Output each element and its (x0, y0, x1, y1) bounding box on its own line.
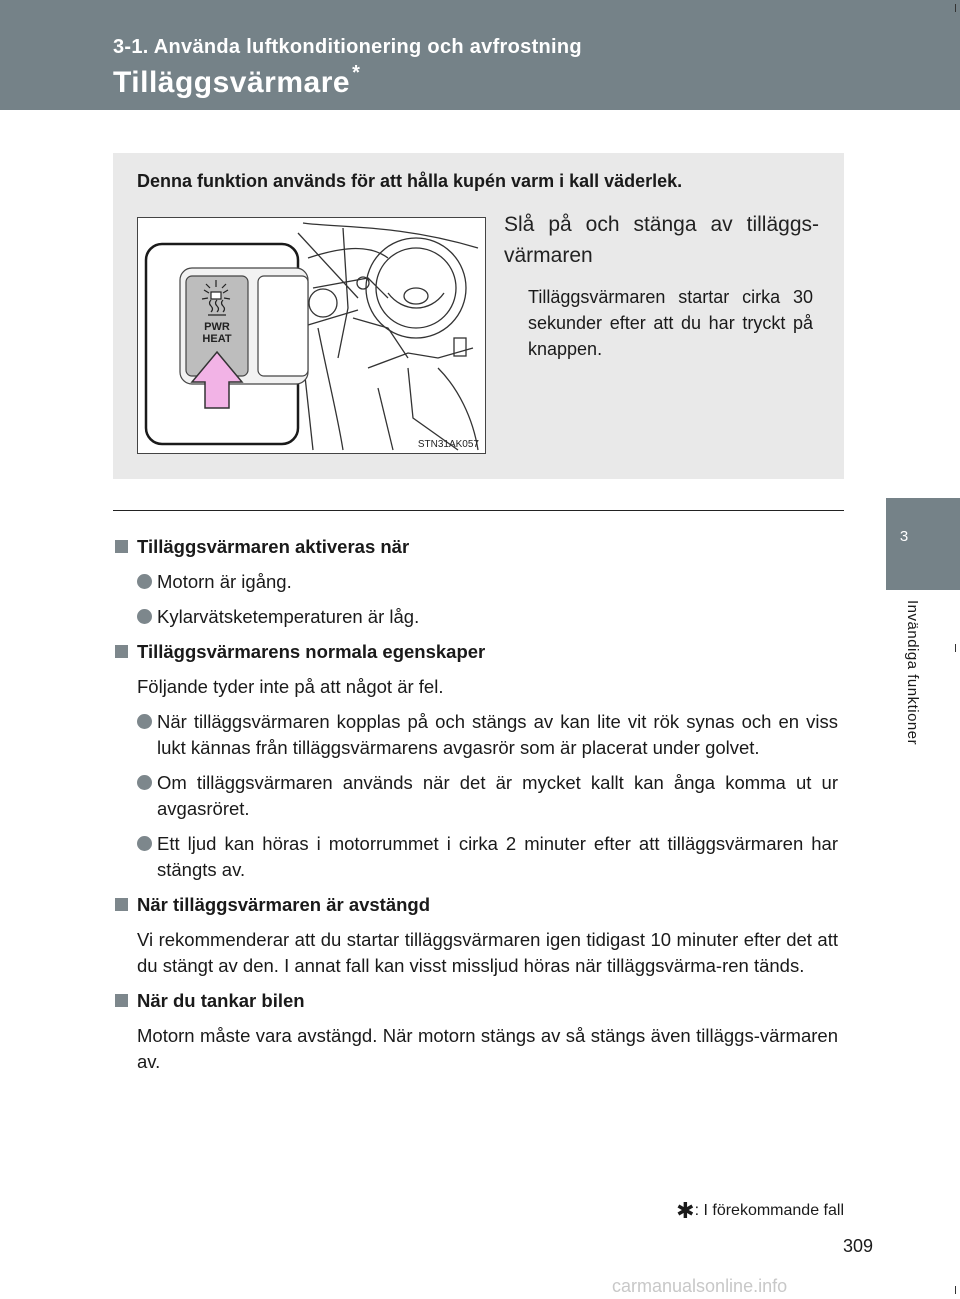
button-label-heat: HEAT (202, 333, 232, 345)
crop-mark (955, 4, 956, 12)
footnote (676, 1198, 844, 1224)
section-heading: När tilläggsvärmaren är avstängd (113, 892, 838, 918)
paragraph: Motorn måste vara avstängd. När motorn stängs av så stängs även tilläggs-värmaren av. (137, 1025, 838, 1072)
crop-mark (955, 644, 956, 652)
bullet-item: När tilläggsvärmaren kopplas på och stängs av kan lite vit rök synas och en viss lukt kännas från tilläggsvärmarens avgasrör som är placerat under golvet. (137, 709, 838, 761)
page-title (113, 62, 361, 100)
page-title-text: Tilläggsvärmare (113, 66, 351, 99)
paragraph: Vi rekommenderar att du startar tilläggsvärmaren igen tidigast 10 minuter efter det att du stängt av den. I annat fall kan visst missljud höras när tilläggsvärma-ren tänds. (137, 929, 838, 976)
bullet-item: Kylarvätsketemperaturen är låg. (137, 604, 838, 630)
main-content (113, 534, 838, 1084)
footnote-text: : I förekommande fall (694, 1202, 844, 1220)
figure-code: STN31AK057 (417, 439, 479, 450)
button-label-pwr: PWR (204, 321, 230, 333)
title-footnote-mark: * (352, 62, 361, 84)
bullet-item: Motorn är igång. (137, 569, 838, 595)
heater-button-illustration (137, 217, 486, 454)
divider (113, 510, 844, 511)
section-heading: Tilläggsvärmarens normala egenskaper (113, 639, 838, 665)
watermark: carmanualsonline.info (612, 1276, 788, 1296)
chapter-label: Invändiga funktioner (904, 600, 921, 746)
section-heading: Tilläggsvärmaren aktiveras när (113, 534, 838, 560)
step-description: Tilläggsvärmaren startar cirka 30 sekunder efter att du har tryckt på knappen. (528, 287, 813, 359)
crop-mark (955, 1286, 956, 1294)
page-number: 309 (843, 1236, 874, 1256)
paragraph: Följande tyder inte på att något är fel. (137, 676, 444, 697)
bullet-item: Ett ljud kan höras i motorrummet i cirka 2 minuter efter att tilläggsvärmaren har stängts av. (137, 831, 838, 883)
dashboard-drawing (138, 218, 485, 453)
bullet-item: Om tilläggsvärmaren används när det är mycket kallt kan ånga komma ut ur avgasröret. (137, 770, 838, 822)
step-title: Slå på och stänga av tilläggs-värmaren (504, 213, 819, 267)
footnote-star-icon: ✱ (676, 1198, 695, 1223)
section-heading: När du tankar bilen (113, 988, 838, 1014)
page-header (0, 0, 960, 110)
chapter-tab (886, 498, 960, 590)
chapter-number: 3 (899, 528, 909, 545)
intro-box (113, 153, 844, 479)
section-title: 3-1. Använda luftkonditionering och avfrostning (113, 36, 582, 58)
intro-text: Denna funktion används för att hålla kupén varm i kall väderlek. (137, 171, 683, 191)
